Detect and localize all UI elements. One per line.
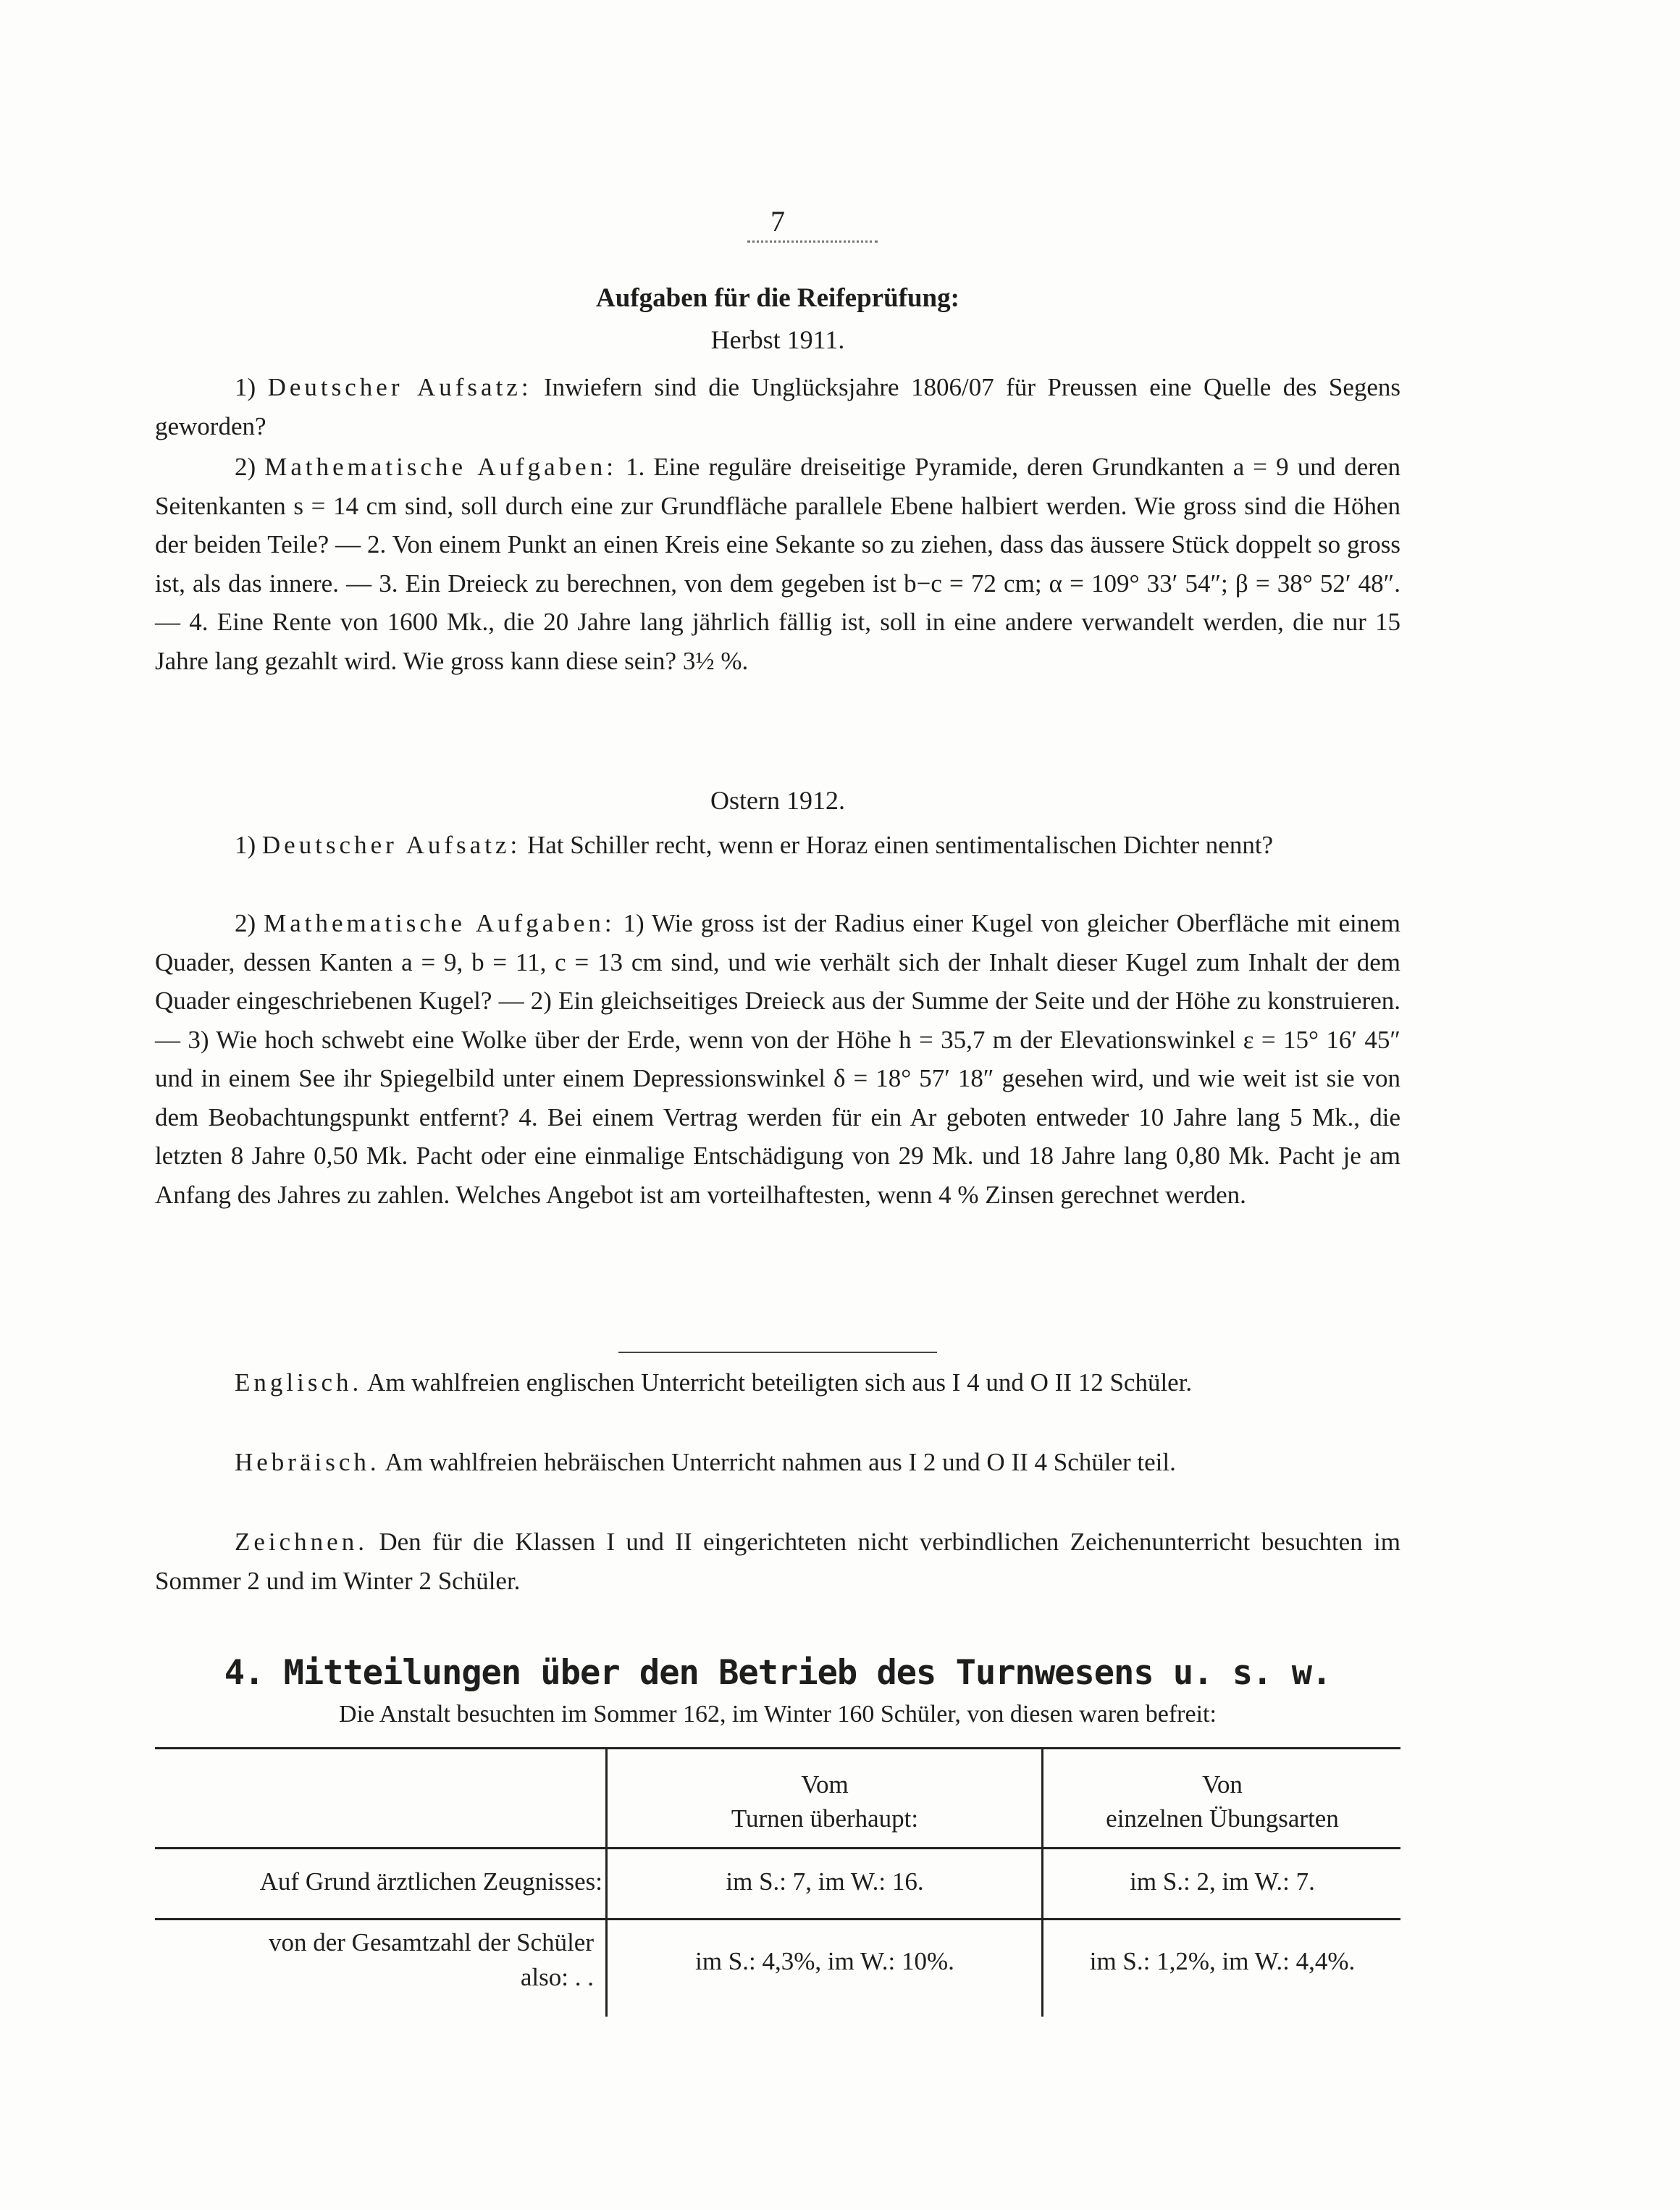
- page-number: 7: [770, 205, 785, 238]
- table-row-rule: [155, 1918, 1400, 1920]
- row-label-medical-certificate: Auf Grund ärztlichen Zeugnisses:: [259, 1867, 602, 1896]
- exam-tasks-heading: Aufgaben für die Reifeprüfung:: [596, 283, 959, 313]
- table-column-rule: [605, 1747, 608, 2017]
- subject-label: Deutscher Aufsatz:: [267, 373, 532, 401]
- column-header-gymnastics-overall: Vom Turnen überhaupt:: [731, 1770, 919, 1833]
- item-number: 1): [235, 373, 268, 401]
- english-elective: [155, 1363, 1400, 1402]
- medical-overall-value: im S.: 7, im W.: 16.: [726, 1867, 924, 1896]
- math-problems: 1. Eine reguläre dreiseitige Pyramide, deren Grundkanten a = 9 und deren Seitenkanten s = 14 cm sind, soll durch eine zur Grundfläche parallele Ebene halbiert werden. Wie gross sind die Höhen der beiden Teile? — 2. Von einem Punkt an einen Kreis eine Sekante so zu ziehen, dass das äussere Stück doppelt so gross ist, als das innere. — 3. Ein Dreieck zu berechnen, von dem gegeben ist b−c = 72 cm; α = 109° 33′ 54″; β = 38° 52′ 48″. — 4. Eine Rente von 1600 Mk., die 20 Jahre lang jährlich fällig ist, soll in eine andere verwandelt werden, die nur 15 Jahre lang gezahlt wird. Wie gross kann diese sein? 3½ %.: [155, 453, 1400, 675]
- subject-label: Englisch.: [235, 1368, 363, 1397]
- hebrew-elective: [155, 1443, 1400, 1482]
- share-overall-value: im S.: 4,3%, im W.: 10%.: [695, 1947, 954, 1975]
- section-4-title: 4. Mitteilungen über den Betrieb des Turnwesens u. s. w.: [224, 1653, 1332, 1693]
- elective-text: Am wahlfreien englischen Unterricht beteiligten sich aus I 4 und O II 12 Schüler.: [362, 1368, 1193, 1397]
- row-label-total-share: von der Gesamtzahl der Schüler also: . .: [268, 1928, 594, 1991]
- item-number: 1): [235, 831, 262, 859]
- subject-label: Deutscher Aufsatz:: [261, 831, 521, 859]
- essay-question: Hat Schiller recht, wenn er Horaz einen sentimentalischen Dichter nennt?: [521, 831, 1274, 859]
- item-number: 2): [235, 909, 264, 937]
- page-number-ornament: [747, 240, 878, 243]
- autumn-1911-heading: Herbst 1911.: [710, 325, 845, 354]
- subject-label: Hebräisch.: [235, 1448, 380, 1476]
- elective-text: Den für die Klassen I und II eingerichteten nicht verbindlichen Zeichenunterricht besuchten im Sommer 2 und im Winter 2 Schüler.: [155, 1528, 1400, 1595]
- autumn-math-tasks: [155, 448, 1400, 680]
- exemption-table: [155, 1747, 1400, 2022]
- section-divider: [618, 1352, 937, 1353]
- autumn-german-essay: [155, 368, 1400, 445]
- table-top-rule: [155, 1747, 1400, 1749]
- spring-1912-heading: Ostern 1912.: [710, 786, 845, 815]
- column-header-individual-exercises: Von einzelnen Übungsarten: [1106, 1770, 1339, 1833]
- math-problems: 1) Wie gross ist der Radius einer Kugel von gleicher Oberfläche mit einem Quader, dessen Kanten a = 9, b = 11, c = 13 cm sind, und wie verhält sich der Inhalt dieser Kugel zum Inhalt der dem Quader eingeschriebenen Kugel? — 2) Ein gleichseitiges Dreieck aus der Summe der Seite und der Höhe zu konstruieren. — 3) Wie hoch schwebt eine Wolke über der Erde, wenn von der Höhe h = 35,7 m der Elevationswinkel ε = 15° 16′ 45″ und in einem See ihr Spiegelbild unter einem Depressionswinkel δ = 18° 57′ 18″ gesehen wird, und wie weit ist sie von dem Beobachtungspunkt entfernt? 4. Bei einem Vertrag werden für ein Ar geboten entweder 10 Jahre lang 5 Mk., die letzten 8 Jahre 0,50 Mk. Pacht oder eine einmalige Entschädigung von 29 Mk. und 18 Jahre lang 0,80 Mk. Pacht je am Anfang des Jahres zu zahlen. Welches Angebot ist am vorteilhaftesten, wenn 4 % Zinsen gerechnet werden.: [155, 909, 1401, 1209]
- subject-label: Mathematische Aufgaben:: [264, 453, 617, 481]
- spring-german-essay: [155, 826, 1400, 865]
- item-number: 2): [235, 453, 265, 481]
- drawing-elective: [155, 1523, 1400, 1600]
- essay-question: Inwiefern sind die Unglücksjahre 1806/07 für Preussen eine Quelle des Segens geworden?: [155, 373, 1401, 440]
- medical-individual-value: im S.: 2, im W.: 7.: [1130, 1867, 1315, 1896]
- elective-text: Am wahlfreien hebräischen Unterricht nahmen aus I 2 und O II 4 Schüler teil.: [379, 1448, 1176, 1476]
- subject-label: Mathematische Aufgaben:: [264, 909, 616, 937]
- table-header-rule: [155, 1847, 1400, 1849]
- table-column-rule: [1041, 1747, 1043, 2017]
- spring-math-tasks: [155, 904, 1400, 1214]
- subject-label: Zeichnen.: [235, 1528, 368, 1556]
- section-4-subtitle: Die Anstalt besuchten im Sommer 162, im Winter 160 Schüler, von diesen waren befreit:: [339, 1701, 1217, 1728]
- share-individual-value: im S.: 1,2%, im W.: 4,4%.: [1089, 1947, 1356, 1975]
